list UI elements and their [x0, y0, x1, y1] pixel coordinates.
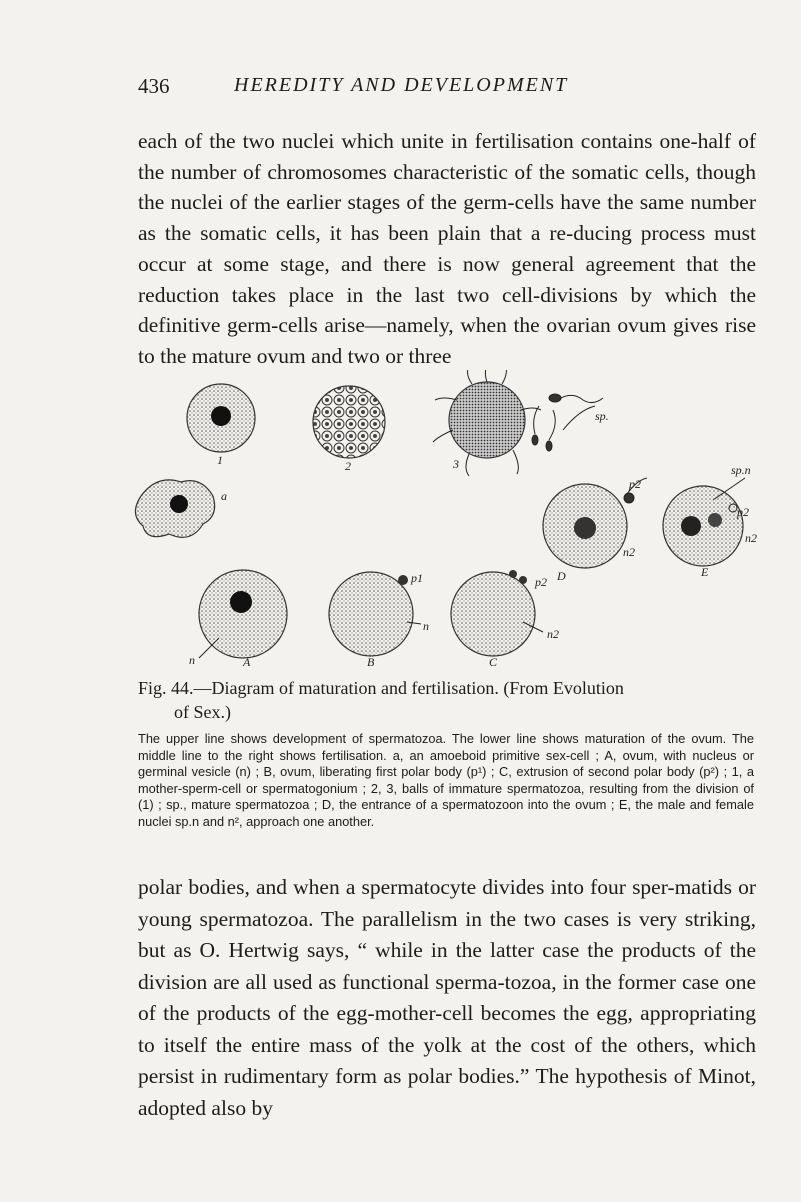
fig-label-n2-d: n2 — [623, 545, 635, 559]
fig-label-a: a — [221, 489, 227, 503]
fig-label-2: 2 — [345, 459, 351, 473]
body-paragraph-top: each of the two nuclei which unite in fertilisation contains one-half of the number of chromosomes characteristic of the somatic cells, though the nuclei of the earlier stages of the germ-cells have the same number as the somatic cells, it has been plain that a re-ducing process must occur at some stage, and there is now general agreement that the reduction takes place in the last two cell-divisions by which the definitive germ-cells arise—namely, when the ovarian ovum gives rise to the mature ovum and two or three — [138, 129, 756, 368]
body-paragraph-bottom: polar bodies, and when a spermatocyte divides into four sper-matids or young spermatozoa. The parallelism in the two cases is very striking, but as O. Hertwig says, “ while in the latter case the products of the division are all used as functional sperma-tozoa, in the former case one of the products of the egg-mother-cell becomes the egg, appropriating to itself the entire mass of the yolk at the cost of the others, which persist in rudimentary form as polar bodies.” The hypothesis of Minot, adopted also by — [138, 875, 756, 1120]
fig-label-E: E — [701, 565, 709, 579]
fig-label-D: D — [557, 569, 566, 583]
cell-a-amoeboid — [135, 480, 214, 537]
mature-spermatozoa — [532, 394, 603, 451]
fig-label-p1: p1 — [411, 571, 423, 585]
page-number: 436 — [138, 74, 170, 98]
fig-label-B: B — [367, 655, 375, 669]
cell-2-ball — [313, 386, 385, 458]
maturation-fertilisation-figure — [117, 370, 767, 670]
figure-caption-body: The upper line shows development of spermatozoa. The lower line shows maturation of the ovum. The middle line to the right shows fertilisation. a, an amoeboid primitive sex-cell ; A, ovum, with nucleus or germinal vesicle (n) ; B, ovum, liberating first polar body (p¹) ; C, extrusion of second polar body (p²) ; 1, a mother-sperm-cell or spermatogonium ; 2, 3, balls of immature spermatozoa, resulting from the division of (1) ; sp., mature spermatozoa ; D, the entrance of a spermatozoon into the ovum ; E, the male and female nuclei sp.n and n², approach one another. — [138, 731, 754, 829]
figure-caption-title — [138, 676, 758, 724]
cell-C-ovum — [451, 570, 543, 656]
cell-A-ovum — [199, 570, 287, 658]
fig-label-p2-e: p2 — [737, 505, 749, 519]
cell-3-ball-with-tails — [433, 370, 541, 476]
running-title: HEREDITY AND DEVELOPMENT — [234, 74, 569, 96]
fig-label-A: A — [243, 655, 251, 669]
page-header — [138, 74, 758, 104]
cell-1-spermatogonium — [187, 384, 255, 452]
cell-E-nuclei — [663, 478, 745, 566]
fig-label-C: C — [489, 655, 498, 669]
fig-label-sp: sp. — [595, 409, 609, 423]
fig-label-p2-d: p2 — [629, 477, 641, 491]
fig-label-spn: sp.n — [731, 463, 751, 477]
fig-label-n-b: n — [423, 619, 429, 633]
fig-label-p2-c: p2 — [535, 575, 547, 589]
cell-B-ovum — [329, 572, 421, 656]
caption-title-line-2: of Sex.) — [174, 702, 231, 722]
fig-label-n2-c: n2 — [547, 627, 559, 641]
fig-label-1: 1 — [217, 453, 223, 467]
caption-title-line-1: Fig. 44.—Diagram of maturation and fertilisation. (From Evolution — [138, 678, 624, 698]
fig-label-n2-e: n2 — [745, 531, 757, 545]
fig-label-n-a: n — [189, 653, 195, 667]
fig-label-3: 3 — [453, 457, 459, 471]
